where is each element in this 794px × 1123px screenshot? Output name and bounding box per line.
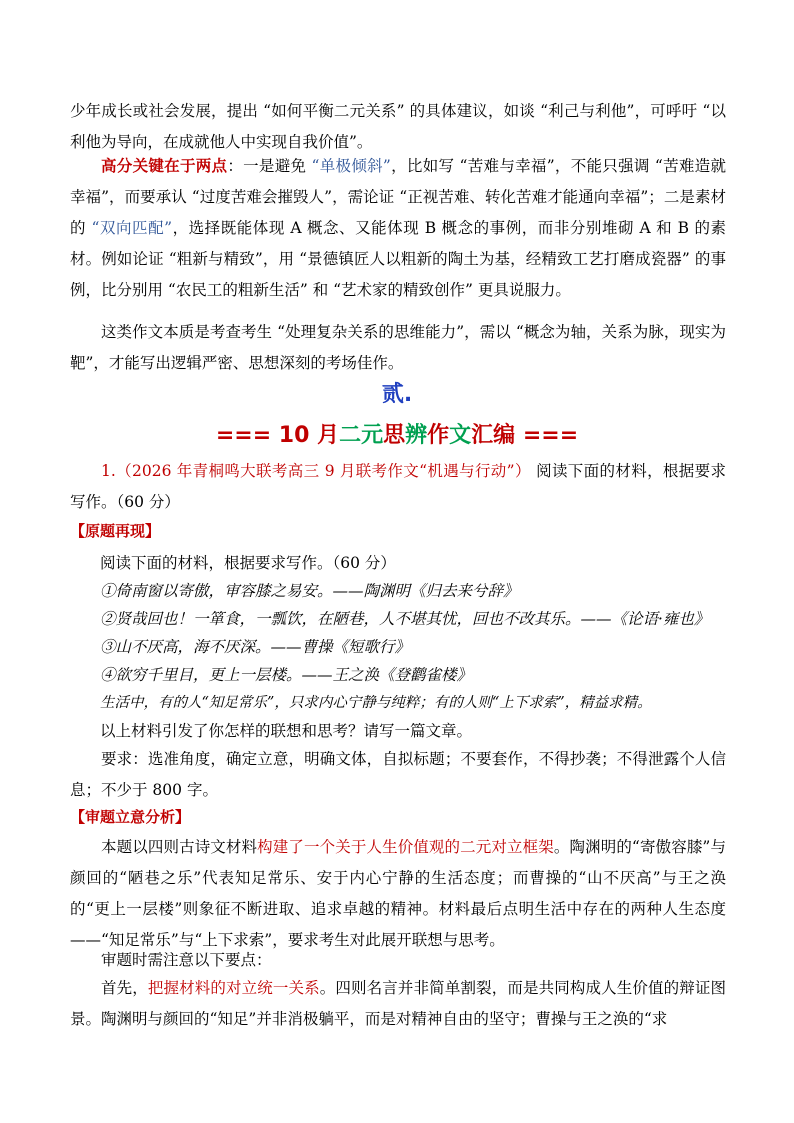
key-points-lead: 高分关键在于两点 bbox=[101, 156, 228, 175]
analysis-paragraph-3: 首先，把握材料的对立统一关系。四则名言并非简单割裂，而是共同构成人生价值的辩证图景。陶渊明与颜回的“知足”并非消极躺平，而是对精神自由的坚守；曹操与王之涣的“求 bbox=[70, 979, 726, 1028]
original-intro: 阅读下面的材料，根据要求写作。（60 分） bbox=[100, 554, 396, 572]
highlight-two-way: “双向匹配” bbox=[91, 219, 173, 237]
quote-2: ②贤哉回也！一箪食，一瓢饮，在陋巷，人不堪其忧，回也不改其乐。——《论语·雍也》 bbox=[100, 610, 710, 628]
quote-3: ③山不厌高，海不厌深。——曹操《短歌行》 bbox=[100, 638, 411, 656]
paragraph-key-points: 高分关键在于两点：一是避免 “单极倾斜”，比如写 “苦难与幸福”，不能只强调 “苦难造就幸福”，而要承认 “过度苦难会摧毁人”，需论证 “正视苦难、转化苦难才能通向幸福”；二是素材的 “双向匹配”，选择既能体现 A 概念、又能体现 B 概念的事例，而非分别堆砌 A 和 B 的素材。例如论证 “粗新与精致”，用 “景德镇匠人以粗新的陶土为基，经精致工艺打磨成瓷器” 的事例，比分别用 “农民工的粗新生活” 和 “艺术家的精致创作” 更具说服力。 bbox=[70, 156, 727, 299]
quote-4: ④欲穷千里目，更上一层楼。——王之涣《登鹳雀楼》 bbox=[100, 666, 473, 684]
paragraph-essence: 这类作文本质是考查考生 “处理复杂关系的思维能力”，需以 “概念为轴，关系为脉，现实为靶”，才能写出逻辑严密、思想深刻的考场佳作。 bbox=[70, 323, 726, 372]
analysis-paragraph-1: 本题以四则古诗文材料构建了一个关于人生价值观的二元对立框架。陶渊明的“寄傲容膝”与颜回的“陋巷之乐”代表知足常乐、安于内心宁静的生活态度；而曹操的“山不厌高”与王之涣的“更上一层楼”则象征不断进取、追求卓越的精神。材料最后点明生活中存在的两种人生态度——“知足常乐”与“上下求索”，要求考生对此展开联想与思考。 bbox=[70, 838, 726, 949]
original-requirements: 要求：选准角度，确定立意，明确文体，自拟标题；不要套作，不得抄袭；不得泄露个人信息；不少于 800 字。 bbox=[70, 750, 726, 799]
paragraph-closing-advice: 少年成长或社会发展，提出 “如何平衡二元关系” 的具体建议，如谈 “利己与利他”，可呼吁 “以利他为导向，在成就他人中实现自我价值”。 bbox=[70, 102, 726, 151]
original-prompt: 以上材料引发了你怎样的联想和思考？请写一篇文章。 bbox=[100, 722, 473, 740]
section-title: === 10 月二元思辨作文汇编 === bbox=[215, 423, 579, 448]
tag-analysis: 【审题立意分析】 bbox=[70, 808, 191, 826]
analysis-highlight-unity: 把握材料的对立统一关系 bbox=[147, 979, 320, 997]
question-source: （2026 年青桐鸣大联考高三 9 月联考作文“机遇与行动”） bbox=[115, 462, 531, 480]
question-heading: 1.（2026 年青桐鸣大联考高三 9 月联考作文“机遇与行动”） 阅读下面的材料，根据要求写作。（60 分） bbox=[70, 462, 726, 511]
quote-summary: 生活中，有的人“知足常乐”，只求内心宁静与纯粹；有的人则“上下求索”，精益求精。 bbox=[100, 695, 652, 711]
section-number: 贰. bbox=[381, 382, 413, 407]
analysis-paragraph-2: 审题时需注意以下要点： bbox=[101, 951, 272, 969]
analysis-highlight-framework: 构建了一个关于人生价值观的二元对立框架 bbox=[257, 838, 554, 856]
tag-original-question: 【原题再现】 bbox=[70, 522, 161, 540]
quote-1: ①倚南窗以寄傲，审容膝之易安。——陶渊明《归去来兮辞》 bbox=[100, 582, 519, 600]
highlight-single-tilt: “单极倾斜” bbox=[311, 157, 391, 175]
